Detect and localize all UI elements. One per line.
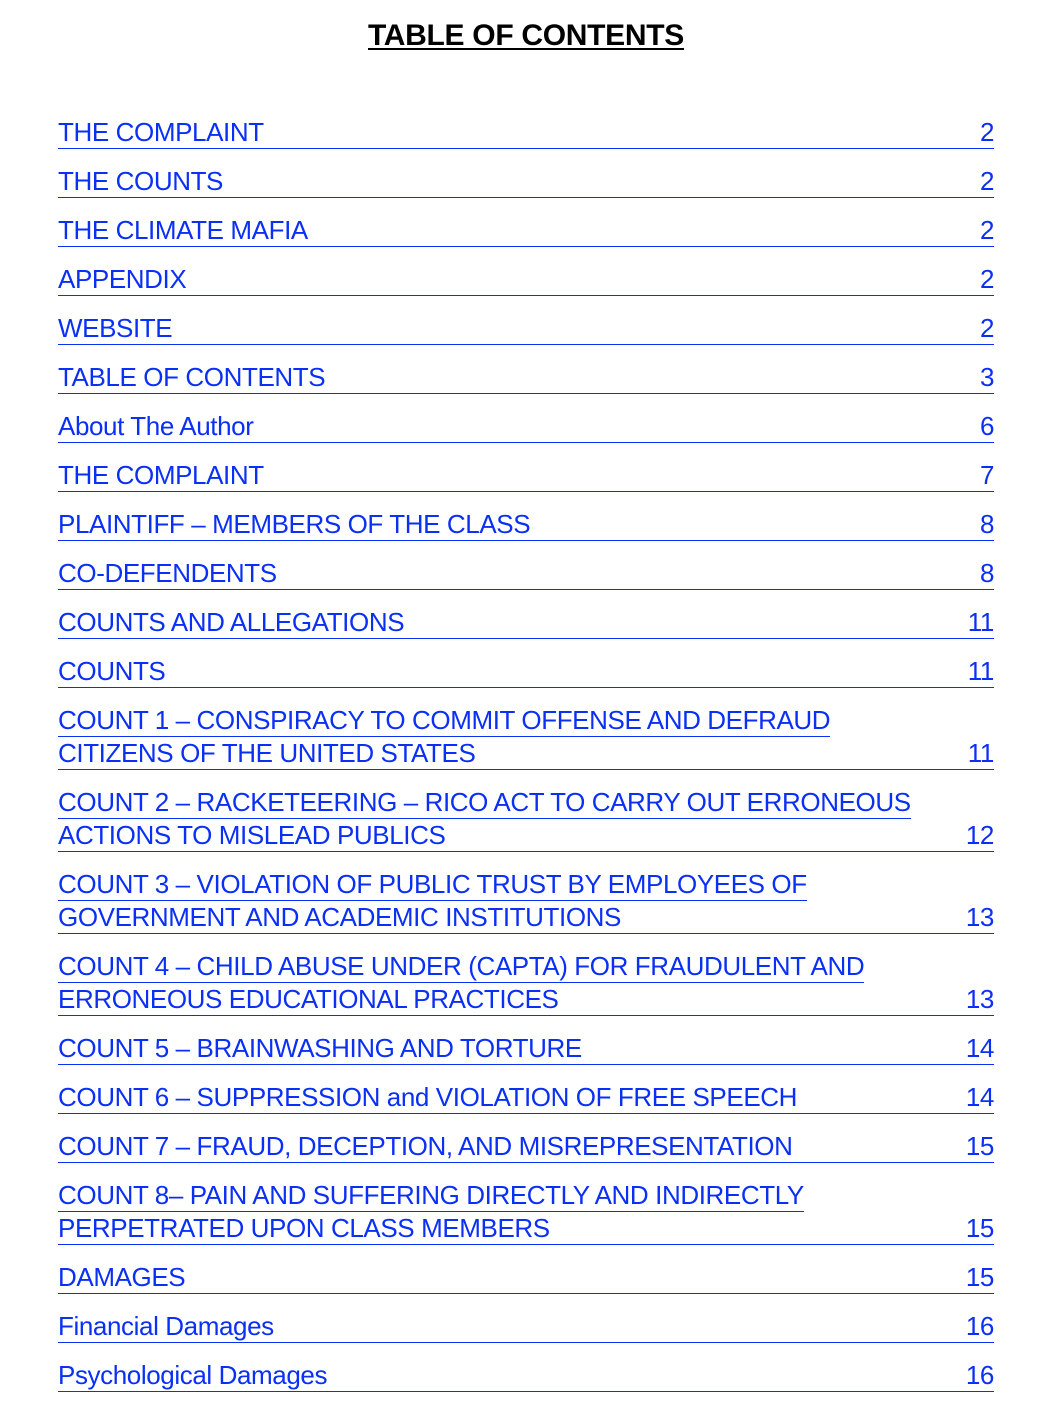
toc-entry-page: 15 — [965, 1213, 994, 1243]
toc-entry-count-3[interactable] — [58, 868, 994, 934]
toc-entry-the-complaint[interactable] — [58, 116, 994, 149]
toc-entry-label: COUNTS — [58, 656, 166, 686]
toc-entry-label: CO-DEFENDENTS — [58, 558, 277, 588]
toc-entry-label-line2: ERRONEOUS EDUCATIONAL PRACTICES — [58, 984, 559, 1014]
toc-entry-financial-damages[interactable] — [58, 1310, 994, 1343]
toc-entry-co-defendents[interactable] — [58, 557, 994, 590]
toc-entry-count-7[interactable] — [58, 1130, 994, 1163]
toc-entry-page: 6 — [979, 411, 994, 441]
toc-entry-label: COUNT 6 – SUPPRESSION and VIOLATION OF FREE SPEECH — [58, 1082, 798, 1112]
toc-entry-page: 11 — [967, 738, 994, 768]
toc-entry-label: WEBSITE — [58, 313, 173, 343]
toc-entry-label-line1: COUNT 4 – CHILD ABUSE UNDER (CAPTA) FOR FRAUDULENT AND — [58, 951, 865, 981]
toc-entry-label: COUNTS AND ALLEGATIONS — [58, 607, 405, 637]
toc-entry-label: Psychological Damages — [58, 1360, 328, 1390]
toc-entry-label: THE COMPLAINT — [58, 117, 264, 147]
toc-entry-plaintiff-members-of-the-class[interactable] — [58, 508, 994, 541]
toc-entry-label: APPENDIX — [58, 264, 187, 294]
toc-entry-label: About The Author — [58, 411, 254, 441]
toc-entry-label-line2: ACTIONS TO MISLEAD PUBLICS — [58, 820, 446, 850]
toc-entry-page: 14 — [965, 1033, 994, 1063]
toc-entry-label-line2: CITIZENS OF THE UNITED STATES — [58, 738, 476, 768]
toc-entry-count-5[interactable] — [58, 1032, 994, 1065]
toc-entry-about-the-author[interactable] — [58, 410, 994, 443]
toc-entry-label: Financial Damages — [58, 1311, 274, 1341]
page-title: TABLE OF CONTENTS — [368, 19, 684, 52]
toc-entry-label-line1: COUNT 1 – CONSPIRACY TO COMMIT OFFENSE AND DEFRAUD — [58, 705, 831, 735]
toc-entry-page: 7 — [979, 460, 994, 490]
toc-entry-label-line2: PERPETRATED UPON CLASS MEMBERS — [58, 1213, 550, 1243]
toc-entry-page: 14 — [965, 1082, 994, 1112]
toc-entry-label-line1: COUNT 8– PAIN AND SUFFERING DIRECTLY AND INDIRECTLY — [58, 1180, 804, 1210]
toc-entry-label: DAMAGES — [58, 1262, 186, 1292]
toc-entry-page: 2 — [979, 313, 994, 343]
toc-entry-page: 12 — [965, 820, 994, 850]
toc-entry-counts-and-allegations[interactable] — [58, 606, 994, 639]
table-of-contents — [58, 116, 994, 1408]
toc-entry-label: THE CLIMATE MAFIA — [58, 215, 308, 245]
toc-entry-the-complaint-section[interactable] — [58, 459, 994, 492]
toc-entry-page: 2 — [979, 117, 994, 147]
toc-entry-label: THE COMPLAINT — [58, 460, 264, 490]
toc-entry-page: 16 — [965, 1311, 994, 1341]
toc-entry-label: COUNT 7 – FRAUD, DECEPTION, AND MISREPRESENTATION — [58, 1131, 793, 1161]
toc-entry-label: COUNT 5 – BRAINWASHING AND TORTURE — [58, 1033, 582, 1063]
toc-entry-count-2[interactable] — [58, 786, 994, 852]
toc-entry-the-counts[interactable] — [58, 165, 994, 198]
toc-entry-psychological-damages[interactable] — [58, 1359, 994, 1392]
toc-entry-page: 15 — [965, 1131, 994, 1161]
toc-entry-label: TABLE OF CONTENTS — [58, 362, 326, 392]
toc-entry-page: 2 — [979, 215, 994, 245]
toc-entry-page: 11 — [967, 607, 994, 637]
toc-entry-count-1[interactable] — [58, 704, 994, 770]
toc-entry-label: PLAINTIFF – MEMBERS OF THE CLASS — [58, 509, 531, 539]
toc-entry-page: 2 — [979, 166, 994, 196]
toc-entry-page: 16 — [965, 1360, 994, 1390]
toc-entry-website[interactable] — [58, 312, 994, 345]
toc-entry-damages[interactable] — [58, 1261, 994, 1294]
toc-entry-label-line1: COUNT 3 – VIOLATION OF PUBLIC TRUST BY EMPLOYEES OF — [58, 869, 807, 899]
toc-entry-label-line1: COUNT 2 – RACKETEERING – RICO ACT TO CARRY OUT ERRONEOUS — [58, 787, 911, 817]
toc-entry-page: 8 — [979, 558, 994, 588]
toc-entry-appendix[interactable] — [58, 263, 994, 296]
toc-entry-count-6[interactable] — [58, 1081, 994, 1114]
toc-entry-page: 8 — [979, 509, 994, 539]
toc-entry-page: 15 — [965, 1262, 994, 1292]
toc-entry-count-8[interactable] — [58, 1179, 994, 1245]
toc-entry-page: 13 — [965, 984, 994, 1014]
toc-entry-page: 13 — [965, 902, 994, 932]
toc-entry-table-of-contents[interactable] — [58, 361, 994, 394]
toc-entry-page: 2 — [979, 264, 994, 294]
toc-entry-count-4[interactable] — [58, 950, 994, 1016]
toc-entry-counts[interactable] — [58, 655, 994, 688]
toc-entry-label-line2: GOVERNMENT AND ACADEMIC INSTITUTIONS — [58, 902, 621, 932]
toc-entry-label: THE COUNTS — [58, 166, 224, 196]
toc-entry-page: 3 — [979, 362, 994, 392]
toc-entry-page: 11 — [967, 656, 994, 686]
toc-entry-the-climate-mafia[interactable] — [58, 214, 994, 247]
